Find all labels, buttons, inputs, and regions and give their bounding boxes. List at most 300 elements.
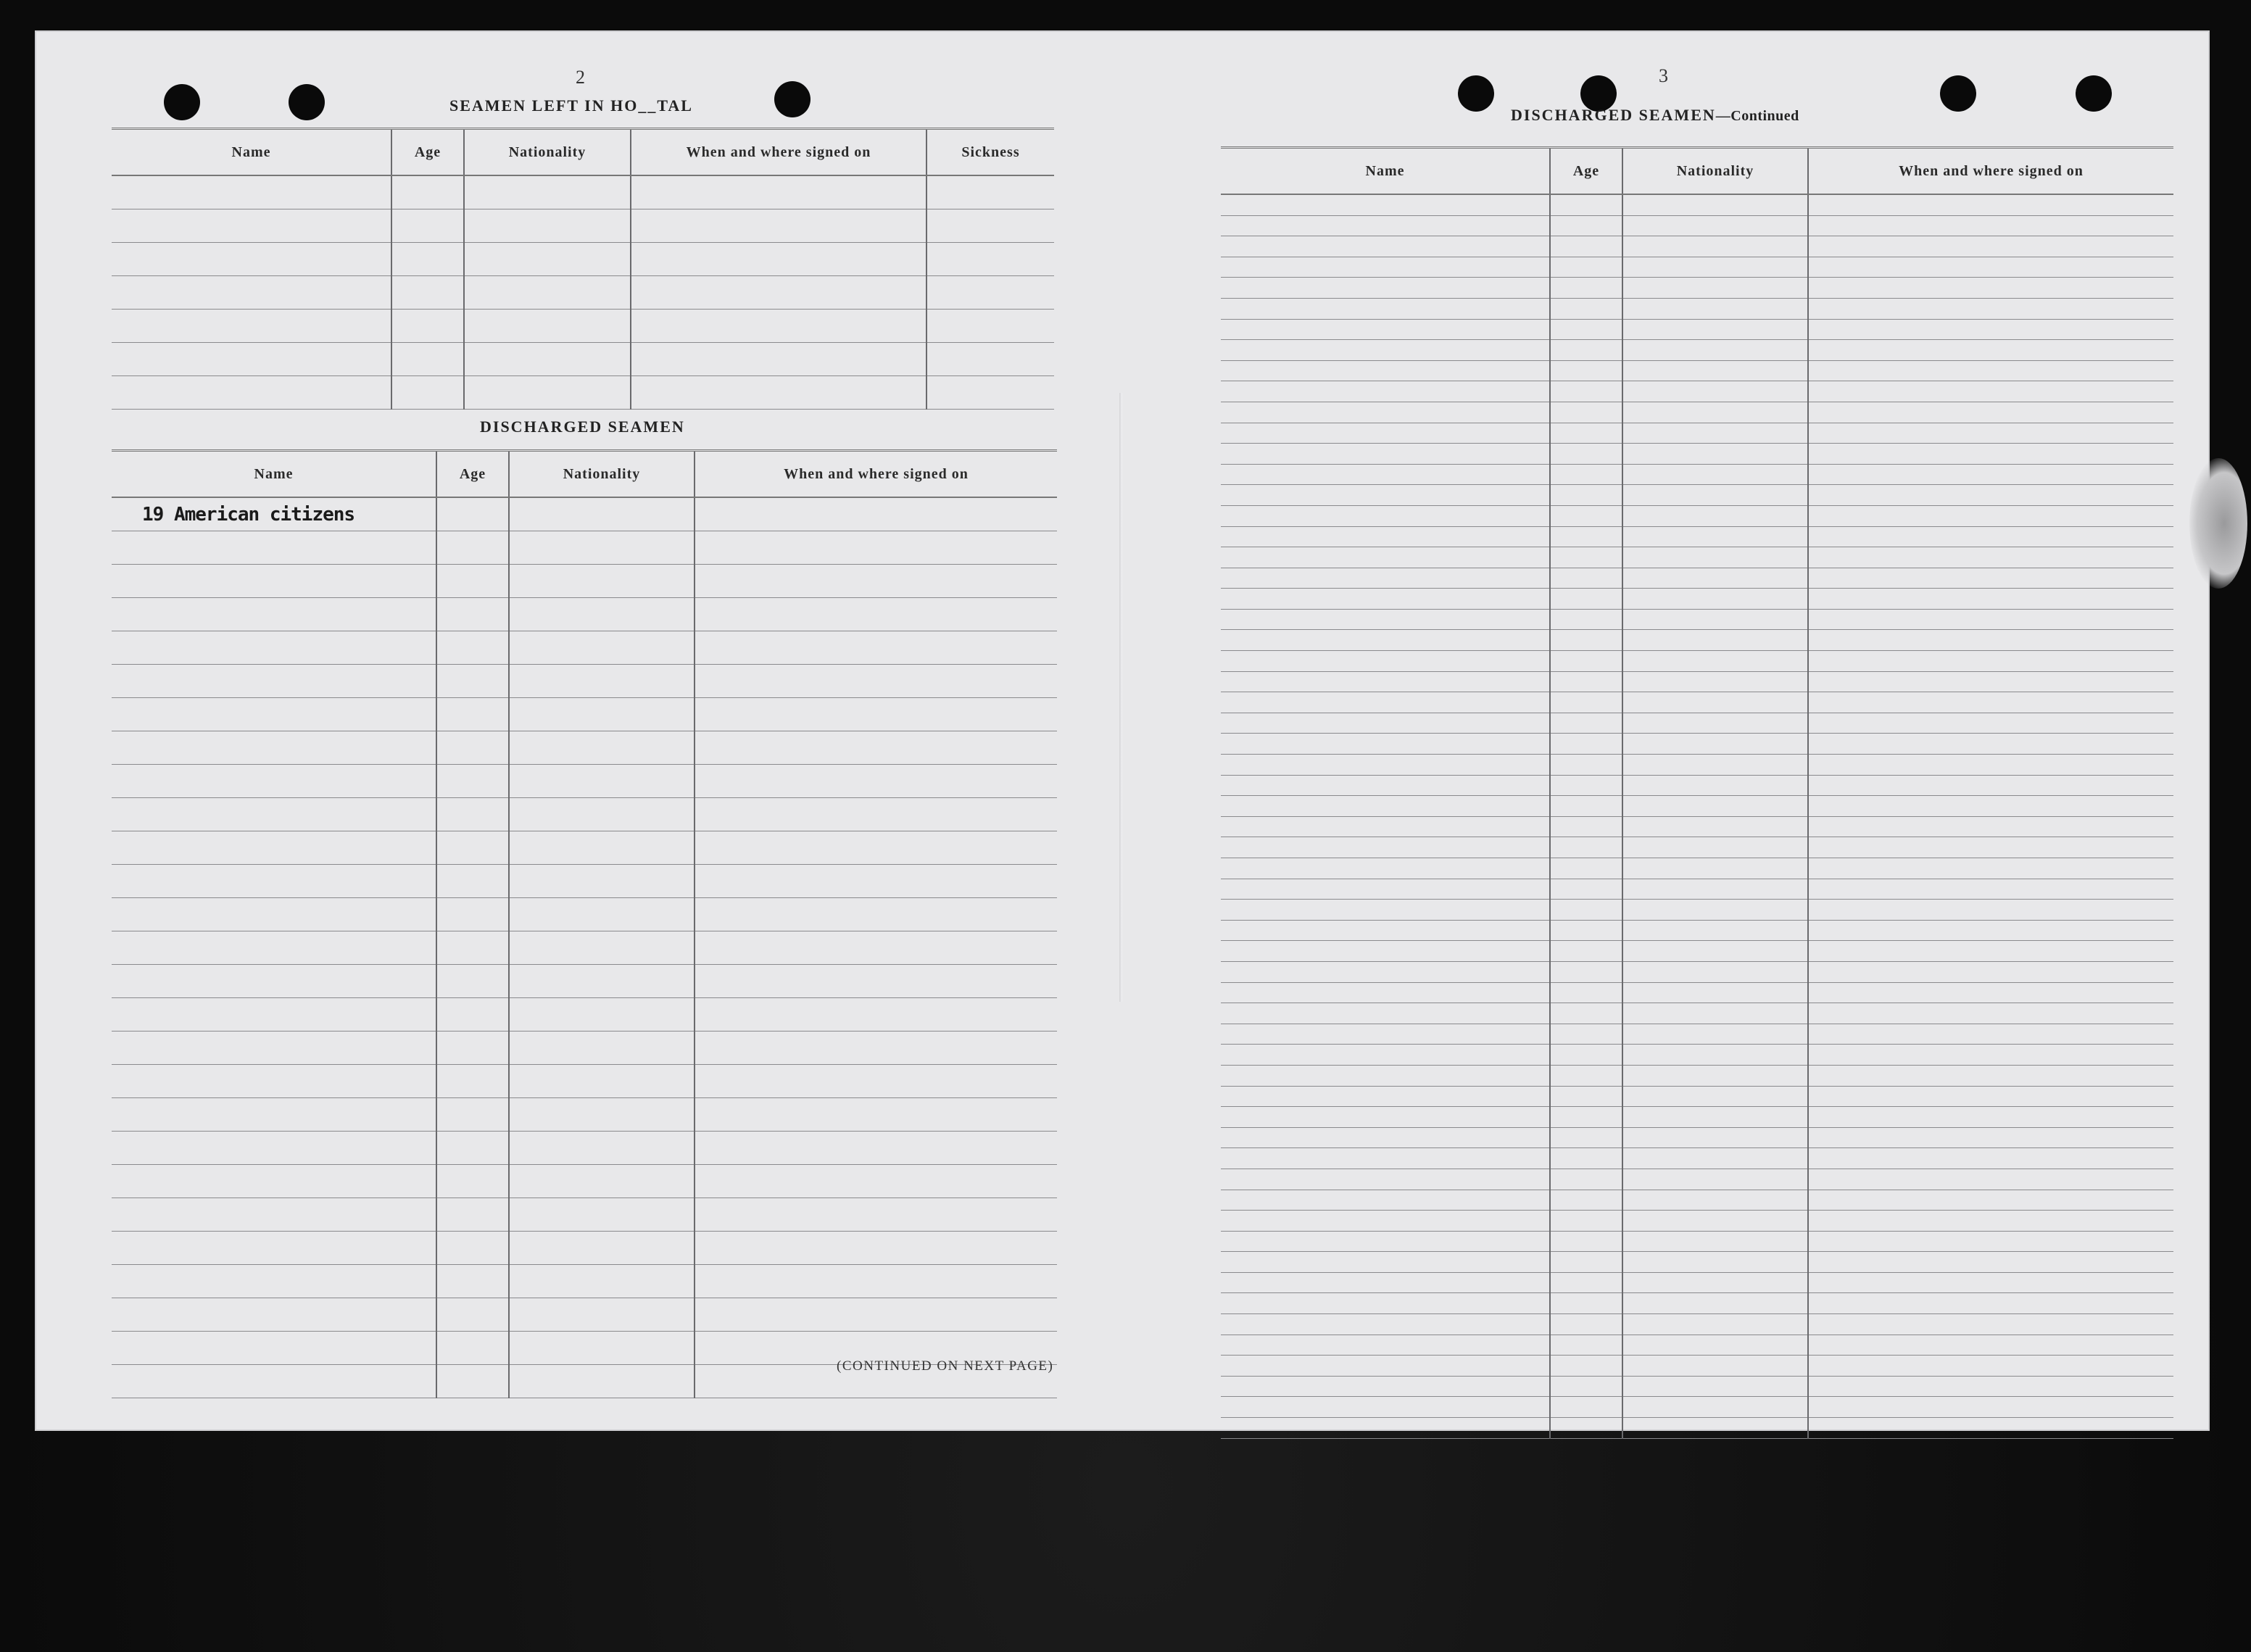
- table-cell[interactable]: [1221, 1065, 1550, 1086]
- table-cell[interactable]: [1622, 1293, 1808, 1314]
- table-cell[interactable]: [695, 1298, 1057, 1332]
- table-cell[interactable]: [1808, 340, 2173, 361]
- table-cell[interactable]: [695, 865, 1057, 898]
- table-cell[interactable]: [436, 898, 509, 931]
- table-cell[interactable]: [1622, 257, 1808, 278]
- table-cell[interactable]: [1221, 402, 1550, 423]
- table-cell[interactable]: [1622, 568, 1808, 589]
- table-cell[interactable]: [1808, 858, 2173, 879]
- table-cell[interactable]: [1622, 1356, 1808, 1377]
- table-cell[interactable]: [1550, 1065, 1622, 1086]
- table-cell[interactable]: [1221, 1211, 1550, 1232]
- table-cell[interactable]: [509, 1365, 695, 1398]
- table-cell[interactable]: [1550, 1314, 1622, 1335]
- table-cell[interactable]: [1622, 858, 1808, 879]
- table-cell[interactable]: [1622, 961, 1808, 982]
- table-cell[interactable]: [112, 531, 436, 565]
- table-cell[interactable]: [436, 731, 509, 765]
- table-cell[interactable]: [1221, 1107, 1550, 1128]
- table-cell[interactable]: [1622, 278, 1808, 299]
- table-cell[interactable]: [1221, 879, 1550, 900]
- table-cell[interactable]: [1221, 381, 1550, 402]
- table-cell[interactable]: [1808, 775, 2173, 796]
- table-cell[interactable]: [1550, 920, 1622, 941]
- table-cell[interactable]: [1550, 1086, 1622, 1107]
- table-cell[interactable]: [1221, 298, 1550, 319]
- table-cell[interactable]: [695, 1032, 1057, 1065]
- table-cell[interactable]: [1622, 1127, 1808, 1148]
- table-cell[interactable]: [464, 175, 631, 209]
- table-cell[interactable]: [695, 665, 1057, 698]
- table-cell[interactable]: [1808, 1065, 2173, 1086]
- table-cell[interactable]: [1550, 485, 1622, 506]
- table-cell[interactable]: [695, 1165, 1057, 1198]
- table-cell[interactable]: [509, 765, 695, 798]
- table-cell[interactable]: [1550, 1190, 1622, 1211]
- table-cell[interactable]: [112, 698, 436, 731]
- table-cell[interactable]: [1622, 755, 1808, 776]
- table-cell[interactable]: [1221, 589, 1550, 610]
- table-cell[interactable]: [1221, 671, 1550, 692]
- table-cell[interactable]: [1221, 485, 1550, 506]
- table-cell[interactable]: [1808, 1314, 2173, 1335]
- table-cell[interactable]: [509, 898, 695, 931]
- table-cell[interactable]: [926, 376, 1054, 410]
- table-cell[interactable]: [695, 698, 1057, 731]
- table-cell[interactable]: [1808, 589, 2173, 610]
- table-cell[interactable]: [509, 1298, 695, 1332]
- table-cell[interactable]: [1550, 1356, 1622, 1377]
- table-cell[interactable]: [1808, 837, 2173, 858]
- table-cell[interactable]: [1550, 215, 1622, 236]
- table-cell[interactable]: [1221, 1335, 1550, 1356]
- table-cell[interactable]: [631, 343, 926, 376]
- table-cell[interactable]: [1622, 1045, 1808, 1066]
- table-cell[interactable]: [509, 1232, 695, 1265]
- table-cell[interactable]: 19 American citizens: [112, 497, 436, 531]
- table-cell[interactable]: [112, 376, 391, 410]
- table-cell[interactable]: [509, 1165, 695, 1198]
- table-cell[interactable]: [436, 965, 509, 998]
- table-cell[interactable]: [112, 865, 436, 898]
- table-cell[interactable]: [695, 1132, 1057, 1165]
- table-cell[interactable]: [1808, 961, 2173, 982]
- table-cell[interactable]: [1808, 630, 2173, 651]
- table-cell[interactable]: [1808, 1024, 2173, 1045]
- table-cell[interactable]: [436, 865, 509, 898]
- table-cell[interactable]: [1550, 1272, 1622, 1293]
- table-cell[interactable]: [112, 731, 436, 765]
- table-cell[interactable]: [1808, 671, 2173, 692]
- table-cell[interactable]: [695, 631, 1057, 665]
- table-cell[interactable]: [391, 310, 464, 343]
- table-cell[interactable]: [1808, 1086, 2173, 1107]
- table-cell[interactable]: [1550, 257, 1622, 278]
- table-cell[interactable]: [1808, 734, 2173, 755]
- table-cell[interactable]: [112, 243, 391, 276]
- table-cell[interactable]: [464, 376, 631, 410]
- table-cell[interactable]: [631, 276, 926, 310]
- table-cell[interactable]: [1622, 1065, 1808, 1086]
- table-cell[interactable]: [1221, 1045, 1550, 1066]
- table-cell[interactable]: [1808, 755, 2173, 776]
- table-cell[interactable]: [1550, 236, 1622, 257]
- table-cell[interactable]: [1221, 920, 1550, 941]
- table-cell[interactable]: [1808, 1127, 2173, 1148]
- table-cell[interactable]: [112, 343, 391, 376]
- table-cell[interactable]: [509, 698, 695, 731]
- table-cell[interactable]: [509, 497, 695, 531]
- table-cell[interactable]: [1550, 941, 1622, 962]
- table-cell[interactable]: [391, 276, 464, 310]
- table-cell[interactable]: [436, 831, 509, 865]
- table-cell[interactable]: [1808, 215, 2173, 236]
- table-cell[interactable]: [1622, 1211, 1808, 1232]
- table-cell[interactable]: [1808, 547, 2173, 568]
- table-cell[interactable]: [509, 1032, 695, 1065]
- table-cell[interactable]: [1622, 1252, 1808, 1273]
- table-cell[interactable]: [1550, 319, 1622, 340]
- table-cell[interactable]: [1550, 775, 1622, 796]
- table-cell[interactable]: [112, 798, 436, 831]
- table-cell[interactable]: [1808, 194, 2173, 215]
- table-cell[interactable]: [695, 531, 1057, 565]
- table-cell[interactable]: [1550, 734, 1622, 755]
- table-cell[interactable]: [1622, 1024, 1808, 1045]
- table-cell[interactable]: [1622, 298, 1808, 319]
- table-cell[interactable]: [112, 175, 391, 209]
- table-cell[interactable]: [436, 1198, 509, 1232]
- table-cell[interactable]: [1221, 900, 1550, 921]
- table-cell[interactable]: [695, 1098, 1057, 1132]
- table-cell[interactable]: [1622, 1086, 1808, 1107]
- table-cell[interactable]: [436, 1132, 509, 1165]
- table-cell[interactable]: [1808, 1003, 2173, 1024]
- table-cell[interactable]: [1808, 236, 2173, 257]
- table-cell[interactable]: [1550, 194, 1622, 215]
- table-cell[interactable]: [1550, 858, 1622, 879]
- table-cell[interactable]: [1622, 920, 1808, 941]
- table-cell[interactable]: [1808, 568, 2173, 589]
- table-cell[interactable]: [926, 343, 1054, 376]
- table-cell[interactable]: [1221, 1024, 1550, 1045]
- table-cell[interactable]: [509, 1332, 695, 1365]
- table-cell[interactable]: [1622, 1314, 1808, 1335]
- table-cell[interactable]: [1550, 589, 1622, 610]
- table-cell[interactable]: [1808, 423, 2173, 444]
- table-cell[interactable]: [1550, 900, 1622, 921]
- table-cell[interactable]: [509, 965, 695, 998]
- table-cell[interactable]: [1221, 319, 1550, 340]
- table-cell[interactable]: [1808, 278, 2173, 299]
- table-cell[interactable]: [1221, 568, 1550, 589]
- table-cell[interactable]: [509, 1065, 695, 1098]
- table-cell[interactable]: [1808, 464, 2173, 485]
- table-cell[interactable]: [112, 931, 436, 965]
- table-cell[interactable]: [1622, 692, 1808, 713]
- table-cell[interactable]: [1550, 630, 1622, 651]
- table-cell[interactable]: [1808, 816, 2173, 837]
- table-cell[interactable]: [1550, 755, 1622, 776]
- table-cell[interactable]: [509, 865, 695, 898]
- table-cell[interactable]: [1622, 630, 1808, 651]
- table-cell[interactable]: [1622, 319, 1808, 340]
- table-cell[interactable]: [1221, 692, 1550, 713]
- table-cell[interactable]: [112, 631, 436, 665]
- table-cell[interactable]: [1221, 755, 1550, 776]
- table-cell[interactable]: [1808, 920, 2173, 941]
- table-cell[interactable]: [1221, 1376, 1550, 1397]
- table-cell[interactable]: [391, 343, 464, 376]
- table-cell[interactable]: [926, 209, 1054, 243]
- table-cell[interactable]: [436, 598, 509, 631]
- table-cell[interactable]: [926, 310, 1054, 343]
- table-cell[interactable]: [1808, 1252, 2173, 1273]
- table-cell[interactable]: [1550, 360, 1622, 381]
- table-cell[interactable]: [436, 665, 509, 698]
- table-cell[interactable]: [1550, 1003, 1622, 1024]
- table-cell[interactable]: [1221, 526, 1550, 547]
- table-cell[interactable]: [436, 998, 509, 1032]
- table-cell[interactable]: [1221, 1314, 1550, 1335]
- table-cell[interactable]: [1808, 360, 2173, 381]
- table-cell[interactable]: [1622, 775, 1808, 796]
- table-cell[interactable]: [1808, 485, 2173, 506]
- table-cell[interactable]: [1550, 464, 1622, 485]
- table-cell[interactable]: [509, 598, 695, 631]
- table-cell[interactable]: [1221, 1190, 1550, 1211]
- table-cell[interactable]: [1622, 236, 1808, 257]
- table-cell[interactable]: [1550, 1107, 1622, 1128]
- table-cell[interactable]: [1622, 1376, 1808, 1397]
- table-cell[interactable]: [112, 565, 436, 598]
- table-cell[interactable]: [1221, 257, 1550, 278]
- table-cell[interactable]: [1221, 1252, 1550, 1273]
- table-cell[interactable]: [112, 831, 436, 865]
- table-cell[interactable]: [1808, 381, 2173, 402]
- table-cell[interactable]: [1221, 547, 1550, 568]
- table-cell[interactable]: [1622, 1397, 1808, 1418]
- table-cell[interactable]: [1622, 879, 1808, 900]
- table-cell[interactable]: [1808, 1335, 2173, 1356]
- table-cell[interactable]: [436, 1365, 509, 1398]
- table-cell[interactable]: [1550, 816, 1622, 837]
- table-cell[interactable]: [1808, 505, 2173, 526]
- table-cell[interactable]: [436, 1298, 509, 1332]
- table-cell[interactable]: [1808, 609, 2173, 630]
- table-cell[interactable]: [1221, 1356, 1550, 1377]
- table-cell[interactable]: [1622, 505, 1808, 526]
- table-cell[interactable]: [1622, 464, 1808, 485]
- table-cell[interactable]: [926, 243, 1054, 276]
- table-cell[interactable]: [509, 1198, 695, 1232]
- table-cell[interactable]: [1550, 1127, 1622, 1148]
- table-cell[interactable]: [112, 1032, 436, 1065]
- table-cell[interactable]: [1808, 1356, 2173, 1377]
- table-cell[interactable]: [1622, 671, 1808, 692]
- table-cell[interactable]: [1622, 1335, 1808, 1356]
- table-cell[interactable]: [631, 376, 926, 410]
- table-cell[interactable]: [1808, 1045, 2173, 1066]
- table-cell[interactable]: [1550, 1148, 1622, 1169]
- table-cell[interactable]: [1808, 796, 2173, 817]
- table-cell[interactable]: [391, 376, 464, 410]
- table-cell[interactable]: [1221, 1397, 1550, 1418]
- table-cell[interactable]: [695, 731, 1057, 765]
- table-cell[interactable]: [1550, 526, 1622, 547]
- table-cell[interactable]: [1221, 630, 1550, 651]
- table-cell[interactable]: [1808, 879, 2173, 900]
- table-cell[interactable]: [112, 1298, 436, 1332]
- table-cell[interactable]: [1550, 298, 1622, 319]
- table-cell[interactable]: [631, 310, 926, 343]
- table-cell[interactable]: [1622, 194, 1808, 215]
- table-cell[interactable]: [695, 998, 1057, 1032]
- table-cell[interactable]: [695, 1065, 1057, 1098]
- table-cell[interactable]: [1808, 1397, 2173, 1418]
- table-cell[interactable]: [1622, 713, 1808, 734]
- table-cell[interactable]: [1550, 1252, 1622, 1273]
- table-cell[interactable]: [112, 765, 436, 798]
- table-cell[interactable]: [1550, 381, 1622, 402]
- table-cell[interactable]: [1221, 651, 1550, 672]
- table-cell[interactable]: [112, 1365, 436, 1398]
- table-cell[interactable]: [1808, 319, 2173, 340]
- table-cell[interactable]: [1622, 360, 1808, 381]
- table-cell[interactable]: [1550, 1397, 1622, 1418]
- table-cell[interactable]: [1622, 1190, 1808, 1211]
- table-cell[interactable]: [1550, 879, 1622, 900]
- table-cell[interactable]: [1221, 1418, 1550, 1439]
- table-cell[interactable]: [1221, 961, 1550, 982]
- table-cell[interactable]: [1221, 340, 1550, 361]
- table-cell[interactable]: [391, 209, 464, 243]
- table-cell[interactable]: [436, 698, 509, 731]
- table-cell[interactable]: [1622, 402, 1808, 423]
- table-cell[interactable]: [509, 665, 695, 698]
- table-cell[interactable]: [1550, 1024, 1622, 1045]
- table-cell[interactable]: [695, 1198, 1057, 1232]
- table-cell[interactable]: [509, 831, 695, 865]
- table-cell[interactable]: [1808, 692, 2173, 713]
- table-cell[interactable]: [695, 1232, 1057, 1265]
- table-cell[interactable]: [391, 175, 464, 209]
- table-cell[interactable]: [1221, 236, 1550, 257]
- table-cell[interactable]: [1221, 941, 1550, 962]
- table-cell[interactable]: [1550, 609, 1622, 630]
- table-cell[interactable]: [1622, 589, 1808, 610]
- table-cell[interactable]: [112, 310, 391, 343]
- table-cell[interactable]: [1622, 816, 1808, 837]
- table-cell[interactable]: [112, 1098, 436, 1132]
- table-cell[interactable]: [1808, 713, 2173, 734]
- table-cell[interactable]: [1808, 1376, 2173, 1397]
- table-cell[interactable]: [1808, 1190, 2173, 1211]
- table-cell[interactable]: [112, 1198, 436, 1232]
- table-cell[interactable]: [464, 276, 631, 310]
- table-cell[interactable]: [1622, 796, 1808, 817]
- table-cell[interactable]: [1808, 444, 2173, 465]
- table-cell[interactable]: [436, 1032, 509, 1065]
- table-cell[interactable]: [1622, 215, 1808, 236]
- table-cell[interactable]: [112, 276, 391, 310]
- table-cell[interactable]: [1221, 1272, 1550, 1293]
- table-cell[interactable]: [1808, 257, 2173, 278]
- table-cell[interactable]: [926, 276, 1054, 310]
- table-cell[interactable]: [1622, 1107, 1808, 1128]
- table-cell[interactable]: [112, 1232, 436, 1265]
- table-cell[interactable]: [436, 931, 509, 965]
- table-cell[interactable]: [112, 1265, 436, 1298]
- table-cell[interactable]: [1550, 547, 1622, 568]
- table-cell[interactable]: [436, 765, 509, 798]
- table-cell[interactable]: [1622, 444, 1808, 465]
- table-cell[interactable]: [1221, 816, 1550, 837]
- table-cell[interactable]: [631, 243, 926, 276]
- table-cell[interactable]: [391, 243, 464, 276]
- table-cell[interactable]: [1808, 1293, 2173, 1314]
- table-cell[interactable]: [464, 243, 631, 276]
- table-cell[interactable]: [112, 665, 436, 698]
- table-cell[interactable]: [436, 1265, 509, 1298]
- table-cell[interactable]: [112, 1332, 436, 1365]
- table-cell[interactable]: [1550, 1231, 1622, 1252]
- table-cell[interactable]: [509, 531, 695, 565]
- table-cell[interactable]: [1808, 1211, 2173, 1232]
- table-cell[interactable]: [1808, 1107, 2173, 1128]
- table-cell[interactable]: [464, 343, 631, 376]
- table-cell[interactable]: [631, 175, 926, 209]
- table-cell[interactable]: [1550, 568, 1622, 589]
- table-cell[interactable]: [1550, 402, 1622, 423]
- table-cell[interactable]: [1622, 340, 1808, 361]
- table-cell[interactable]: [1221, 423, 1550, 444]
- table-cell[interactable]: [1622, 900, 1808, 921]
- table-cell[interactable]: [1221, 858, 1550, 879]
- table-cell[interactable]: [436, 531, 509, 565]
- table-cell[interactable]: [1808, 1418, 2173, 1439]
- table-cell[interactable]: [1550, 837, 1622, 858]
- table-cell[interactable]: [1622, 982, 1808, 1003]
- table-cell[interactable]: [1550, 340, 1622, 361]
- table-cell[interactable]: [1808, 298, 2173, 319]
- table-cell[interactable]: [1622, 547, 1808, 568]
- table-cell[interactable]: [1221, 1086, 1550, 1107]
- table-cell[interactable]: [1622, 941, 1808, 962]
- table-cell[interactable]: [1808, 982, 2173, 1003]
- table-cell[interactable]: [695, 598, 1057, 631]
- table-cell[interactable]: [695, 565, 1057, 598]
- table-cell[interactable]: [695, 1265, 1057, 1298]
- table-cell[interactable]: [1550, 444, 1622, 465]
- table-cell[interactable]: [1550, 796, 1622, 817]
- table-cell[interactable]: [631, 209, 926, 243]
- table-cell[interactable]: [695, 931, 1057, 965]
- table-cell[interactable]: [1221, 1003, 1550, 1024]
- table-cell[interactable]: [1622, 734, 1808, 755]
- table-cell[interactable]: [1622, 1003, 1808, 1024]
- table-cell[interactable]: [1622, 1231, 1808, 1252]
- table-cell[interactable]: [1221, 360, 1550, 381]
- table-cell[interactable]: [509, 1132, 695, 1165]
- table-cell[interactable]: [1550, 1376, 1622, 1397]
- table-cell[interactable]: [1221, 982, 1550, 1003]
- table-cell[interactable]: [464, 310, 631, 343]
- table-cell[interactable]: [509, 731, 695, 765]
- table-cell[interactable]: [1221, 837, 1550, 858]
- table-cell[interactable]: [509, 998, 695, 1032]
- table-cell[interactable]: [1622, 1169, 1808, 1190]
